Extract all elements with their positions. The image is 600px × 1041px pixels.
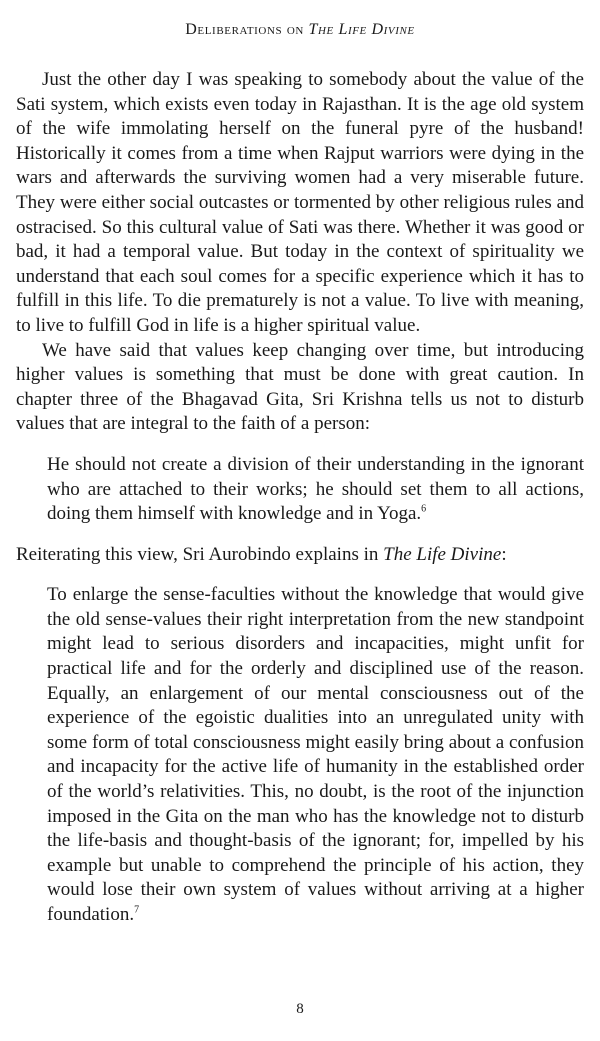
lead-in-sentence: [16, 543, 584, 568]
running-head: [0, 20, 600, 40]
body-text: [16, 68, 584, 928]
block-quote-life-divine: [16, 583, 584, 927]
paragraph-values: We have said that values keep changing over time, but introducing higher values is something that must be done with great caution. In chapter three of the Bhagavad Gita, Sri Krishna tells us not to disturb values that are integral to the faith of a person:: [16, 339, 584, 435]
paragraph-sati: Just the other day I was speaking to somebody about the value of the Sati system, which exists even today in Rajasthan. It is the age old system of the wife immolating herself on the funeral pyre of the husband! Historically it comes from a time when Rajput warriors were dying in the wars and afterwards the surviving women had a very miserable future. They were either social outcastes or tormented by other religious rules and ostracised. So this cultural value of Sati was there. Whether it was good or bad, it had a temporal value. But today in the context of spirituality we understand that each soul comes for a specific experience which it has to fulfill in this life. To die prematurely is not a value. To live with meaning, to live to fulfill God in life is a higher spiritual value.: [16, 69, 584, 336]
lead-in-before: Reiterating this view, Sri Aurobindo explains in: [16, 543, 384, 565]
running-head-title: The Life Divine: [308, 21, 415, 38]
quote-gita-text: He should not create a division of their understanding in the ignorant who are attached to their works; he should set them to all actions, doing them himself with knowledge and in Yoga.: [47, 453, 584, 525]
page-number: 8: [296, 1001, 304, 1017]
block-quote-gita: [16, 453, 584, 527]
footnote-ref-7: 7: [134, 904, 140, 916]
lead-in-after: :: [501, 543, 507, 565]
lead-in-book-title: The Life Divine: [383, 543, 502, 565]
footnote-ref-6: 6: [421, 503, 427, 515]
quote-life-divine-text: To enlarge the sense-faculties without the knowledge that would give the old sense-values their right interpretation from the new standpoint might lead to serious disorders and incapacities, might unfit for practical life and for the orderly and disciplined use of the reason. Equally, an enlargement of our mental consciousness out of the experience of the egoistic dualities into an unregulated unity with some form of total consciousness might easily bring about a confusion and incapacity for the active life of humanity in the established order of the world’s relativities. This, no doubt, is the root of the injunction imposed in the Gita on the man who has the knowledge not to disturb the life-basis and thought-basis of the ignorant; for, impelled by his example but unable to comprehend the principle of his action, they would lose their own system of values without arriving at a higher foundation.: [47, 584, 584, 925]
running-head-prefix: Deliberations on: [185, 21, 309, 38]
